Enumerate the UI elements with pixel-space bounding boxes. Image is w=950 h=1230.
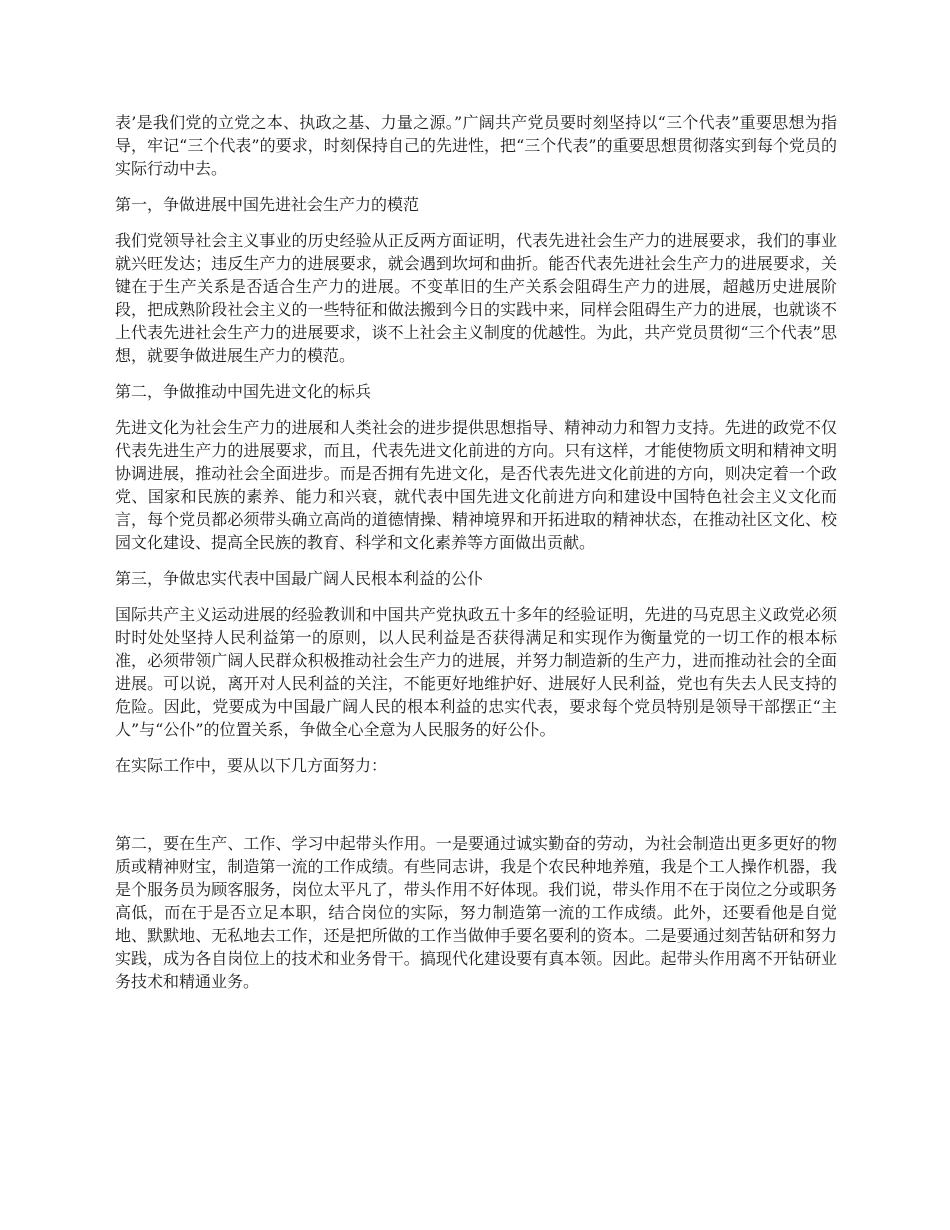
paragraph-5: 第二，要在生产、工作、学习中起带头作用。一是要通过诚实勤奋的劳动，为社会制造出更多更好的物质或精神财宝，制造第一流的工作成绩。有些同志讲，我是个农民种地养殖，我是个工人操作机器，我是个服务员为顾客服务，岗位太平凡了，带头作用不好体现。我们说，带头作用不在于岗位之分或职务高低，而在于是否立足本职，结合岗位的实际，努力制造第一流的工作成绩。此外，还要看他是自觉地、默默地、无私地去工作，还是把所做的工作当做伸手要名要利的资本。二是要通过刻苦钻研和努力实践，成为各自岗位上的技术和业务骨干。搞现代化建设要有真本领。因此。起带头作用离不开钻研业务技术和精通业务。 <box>115 834 837 991</box>
paragraph-2: 先进文化为社会生产力的进展和人类社会的进步提供思想指导、精神动力和智力支持。先进的政党不仅代表先进生产力的进展要求，而且，代表先进文化前进的方向。只有这样，才能使物质文明和精神文明协调进展，推动社会全面进步。而是否拥有先进文化，是否代表先进文化前进的方向，则决定着一个政党、国家和民族的素养、能力和兴衰，就代表中国先进文化前进方向和建设中国特色社会主义文化而言，每个党员都必须带头确立高尚的道德情操、精神境界和开拓进取的精神状态，在推动社区文化、校园文化建设、提高全民族的教育、科学和文化素养等方面做出贡献。 <box>115 418 837 552</box>
blank-gap <box>115 790 837 832</box>
section-heading-1: 第一，争做进展中国先进社会生产力的模范 <box>115 195 420 214</box>
paragraph-3: 国际共产主义运动进展的经验教训和中国共产党执政五十多年的经验证明，先进的马克思主义政党必须时时处处坚持人民利益第一的原则，以人民利益是否获得满足和实现作为衡量党的一切工作的根本标准，必须带领广阔人民群众积极推动社会生产力的进展，并努力制造新的生产力，进而推动社会的全面进展。可以说，离开对人民利益的关注，不能更好地维护好、进展好人民利益，党也有失去人民支持的危险。因此，党要成为中国最广阔人民的根本利益的忠实代表，要求每个党员特别是领导干部摆正“主人”与“公仆”的位置关系，争做全心全意为人民服务的好公仆。 <box>115 605 837 739</box>
paragraph-4: 在实际工作中，要从以下几方面努力： <box>115 756 388 775</box>
paragraph-intro: 表’是我们党的立党之本、执政之基、力量之源。”广阔共产党员要时刻坚持以“三个代表”重要思想为指导，牢记“三个代表”的要求，时刻保持自己的先进性，把“三个代表”的重要思想贯彻落实到每个党员的实际行动中去。 <box>115 113 837 178</box>
document-body <box>115 111 837 1006</box>
paragraph-1: 我们党领导社会主义事业的历史经验从正反两方面证明，代表先进社会生产力的进展要求，我们的事业就兴旺发达；违反生产力的进展要求，就会遇到坎坷和曲折。能否代表先进社会生产力的进展要求，关键在于生产关系是否适合生产力的进展。不变革旧的生产关系会阻碍生产力的进展，超越历史进展阶段，把成熟阶段社会主义的一些特征和做法搬到今日的实践中来，同样会阻碍生产力的进展，也就谈不上代表先进社会生产力的进展要求，谈不上社会主义制度的优越性。为此，共产党员贯彻“三个代表”思想，就要争做进展生产力的模范。 <box>115 231 837 365</box>
section-heading-3: 第三，争做忠实代表中国最广阔人民根本利益的公仆 <box>115 569 484 588</box>
section-heading-2: 第二，争做推动中国先进文化的标兵 <box>115 382 372 401</box>
